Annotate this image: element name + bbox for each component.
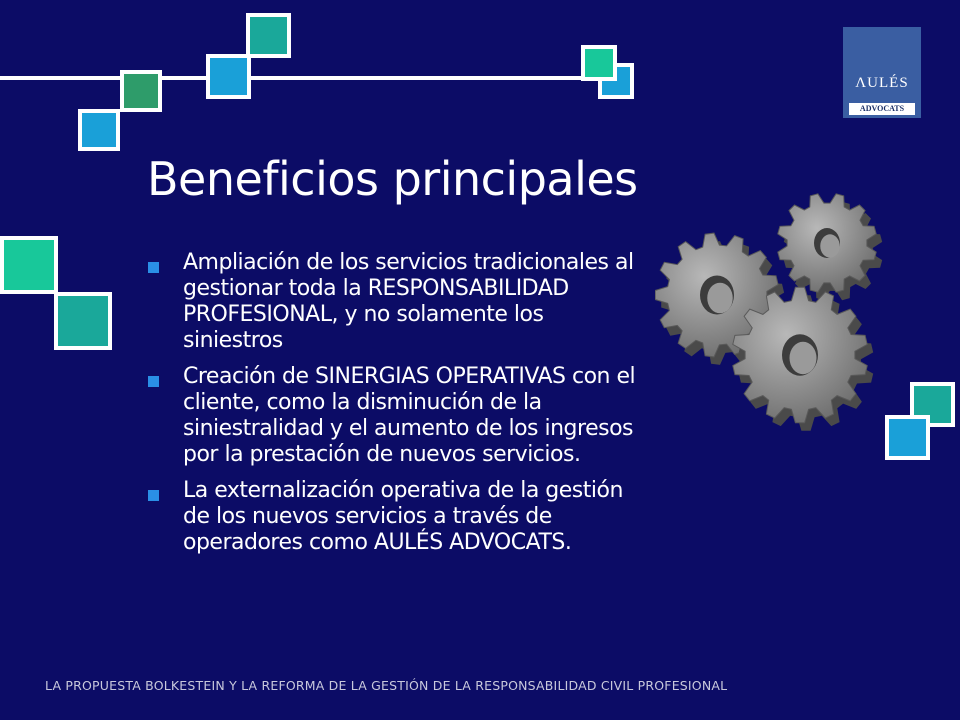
bullet-square-icon	[148, 262, 159, 273]
logo-subtitle: ADVOCATS	[849, 103, 915, 115]
decor-square	[78, 109, 120, 151]
company-logo	[843, 27, 921, 118]
decor-square	[206, 54, 251, 99]
bullet-square-icon	[148, 376, 159, 387]
bullet-square-icon	[148, 490, 159, 501]
decor-square	[0, 236, 58, 294]
decor-square	[581, 45, 617, 81]
logo-name: ΛULÉS	[855, 75, 909, 91]
gears-icon	[655, 185, 895, 445]
slide-title: Beneficios principales	[147, 152, 638, 206]
decor-square	[54, 292, 112, 350]
decor-square	[246, 13, 291, 58]
decor-line	[0, 76, 600, 80]
bullet-text: Ampliación de los servicios tradicionales al gestionar toda la RESPONSABILIDAD PROFESIONAL, y no solamente los siniestros	[183, 250, 634, 353]
bullet-item	[148, 478, 648, 556]
bullet-text: La externalización operativa de la gestión de los nuevos servicios a través de operadores como AULÉS ADVOCATS.	[183, 478, 623, 555]
bullet-list	[148, 250, 648, 566]
bullet-text: Creación de SINERGIAS OPERATIVAS con el cliente, como la disminución de la siniestralidad y el aumento de los ingresos por la prestación de nuevos servicios.	[183, 364, 636, 467]
decor-square	[120, 70, 162, 112]
bullet-item	[148, 250, 648, 354]
slide-footer: LA PROPUESTA BOLKESTEIN Y LA REFORMA DE LA GESTIÓN DE LA RESPONSABILIDAD CIVIL PROFESIONAL	[45, 678, 728, 693]
bullet-item	[148, 364, 648, 468]
